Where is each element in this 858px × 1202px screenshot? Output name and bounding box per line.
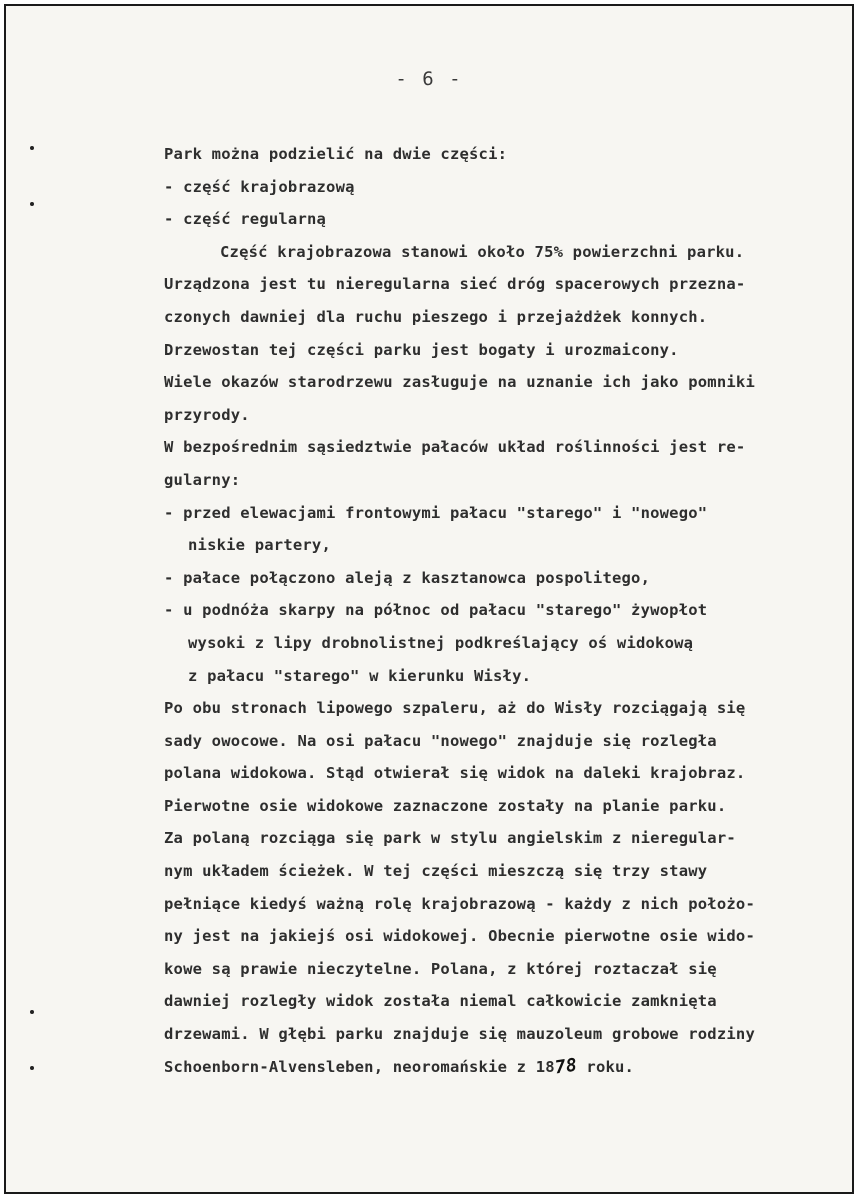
text-line: Za polaną rozciąga się park w stylu angielskim z nieregular- xyxy=(164,829,736,848)
document-page xyxy=(4,4,854,1194)
last-line-text: Schoenborn-Alvensleben, neoromańskie z 18 xyxy=(164,1057,555,1076)
text-line: - część regularną xyxy=(164,210,327,229)
text-line: nym układem ścieżek. W tej części mieszczą się trzy stawy xyxy=(164,862,708,881)
text-line: przyrody. xyxy=(164,405,250,424)
typed-text-body xyxy=(164,138,834,1083)
text-line: W bezpośrednim sąsiedztwie pałaców układ roślinności jest re- xyxy=(164,438,746,457)
text-line: wysoki z lipy drobnolistnej podkreślający oś widokową xyxy=(188,633,694,652)
handwritten-correction: 78 xyxy=(553,1054,579,1079)
text-line: Wiele okazów starodrzewu zasługuje na uznanie ich jako pomniki xyxy=(164,373,755,392)
text-line: gularny: xyxy=(164,470,241,489)
text-line: pełniące kiedyś ważną rolę krajobrazową - każdy z nich położo- xyxy=(164,894,755,913)
punch-mark xyxy=(30,1010,34,1014)
text-line: niskie partery, xyxy=(188,536,331,555)
text-line: - przed elewacjami frontowymi pałacu "starego" i "nowego" xyxy=(164,503,708,522)
text-line: kowe są prawie nieczytelne. Polana, z której roztaczał się xyxy=(164,959,717,978)
text-line: Pierwotne osie widokowe zaznaczone zostały na planie parku. xyxy=(164,796,727,815)
page-number: - 6 - xyxy=(395,68,463,90)
text-line: Drzewostan tej części parku jest bogaty i urozmaicony. xyxy=(164,340,679,359)
text-line: czonych dawniej dla ruchu pieszego i przejażdżek konnych. xyxy=(164,307,708,326)
text-line: sady owocowe. Na osi pałacu "nowego" znajduje się rozległa xyxy=(164,731,717,750)
text-line: Urządzona jest tu nieregularna sieć dróg spacerowych przezna- xyxy=(164,275,746,294)
text-line-last xyxy=(164,1051,834,1084)
text-line: z pałacu "starego" w kierunku Wisły. xyxy=(188,666,532,685)
text-line: - część krajobrazową xyxy=(164,177,355,196)
text-line: dawniej rozległy widok została niemal całkowicie zamknięta xyxy=(164,992,717,1011)
punch-mark xyxy=(30,1066,34,1070)
text-line: ny jest na jakiejś osi widokowej. Obecnie pierwotne osie wido- xyxy=(164,927,755,946)
text-line: drzewami. W głębi parku znajduje się mauzoleum grobowe rodziny xyxy=(164,1025,755,1044)
last-line-tail: roku. xyxy=(576,1057,635,1076)
text-line: polana widokowa. Stąd otwierał się widok na daleki krajobraz. xyxy=(164,764,746,783)
text-line: - pałace połączono aleją z kasztanowca pospolitego, xyxy=(164,568,651,587)
text-line: Część krajobrazowa stanowi około 75% powierzchni parku. xyxy=(220,242,745,261)
text-line: Park można podzielić na dwie części: xyxy=(164,145,508,163)
punch-mark xyxy=(30,202,34,206)
punch-mark xyxy=(30,146,34,150)
text-line: Po obu stronach lipowego szpaleru, aż do Wisły rozciągają się xyxy=(164,699,746,718)
text-line: - u podnóża skarpy na północ od pałacu "starego" żywopłot xyxy=(164,601,708,620)
